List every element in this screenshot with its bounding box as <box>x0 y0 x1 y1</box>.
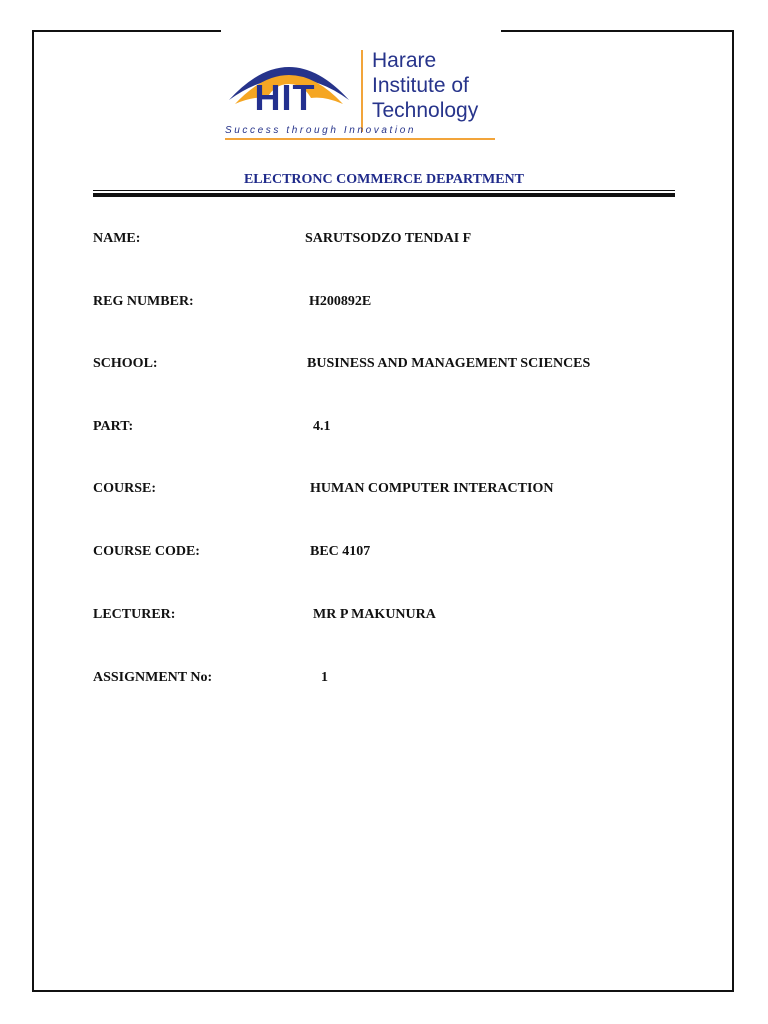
field-row-course-code <box>93 544 693 564</box>
field-value: 1 <box>321 670 328 685</box>
field-row-course <box>93 481 693 501</box>
field-row-school <box>93 356 693 376</box>
field-value: 4.1 <box>313 419 331 434</box>
field-row-assignment-no <box>93 670 693 690</box>
logo-divider <box>361 50 363 132</box>
heading-rule-thin <box>93 190 675 191</box>
field-label: REG NUMBER: <box>93 294 194 309</box>
tagline-rule <box>225 138 495 140</box>
institution-name <box>372 48 478 123</box>
institution-name-line: Technology <box>372 99 479 122</box>
field-row-reg-number <box>93 294 693 314</box>
logo-tagline: Success through Innovation <box>225 125 417 136</box>
department-heading: ELECTRONC COMMERCE DEPARTMENT <box>243 172 525 187</box>
field-value: MR P MAKUNURA <box>313 607 436 622</box>
field-label: PART: <box>93 419 134 434</box>
field-value: HUMAN COMPUTER INTERACTION <box>310 481 554 496</box>
institution-name-line: Institute of <box>372 74 469 97</box>
field-label: SCHOOL: <box>93 356 158 371</box>
field-row-part <box>93 419 693 439</box>
field-label: NAME: <box>93 231 141 246</box>
field-label: ASSIGNMENT No: <box>93 670 213 685</box>
field-label: LECTURER: <box>93 607 176 622</box>
heading-rule-thick <box>93 193 675 197</box>
logo-abbreviation: HIT <box>254 77 316 118</box>
field-value: BEC 4107 <box>310 544 371 559</box>
field-value: H200892E <box>309 294 372 309</box>
field-label: COURSE: <box>93 481 157 496</box>
field-row-lecturer <box>93 607 693 627</box>
field-label: COURSE CODE: <box>93 544 200 559</box>
institution-logo <box>221 12 501 148</box>
institution-name-line: Harare <box>372 49 437 72</box>
field-row-name <box>93 231 693 251</box>
field-value: BUSINESS AND MANAGEMENT SCIENCES <box>307 356 591 371</box>
field-value: SARUTSODZO TENDAI F <box>305 231 472 246</box>
